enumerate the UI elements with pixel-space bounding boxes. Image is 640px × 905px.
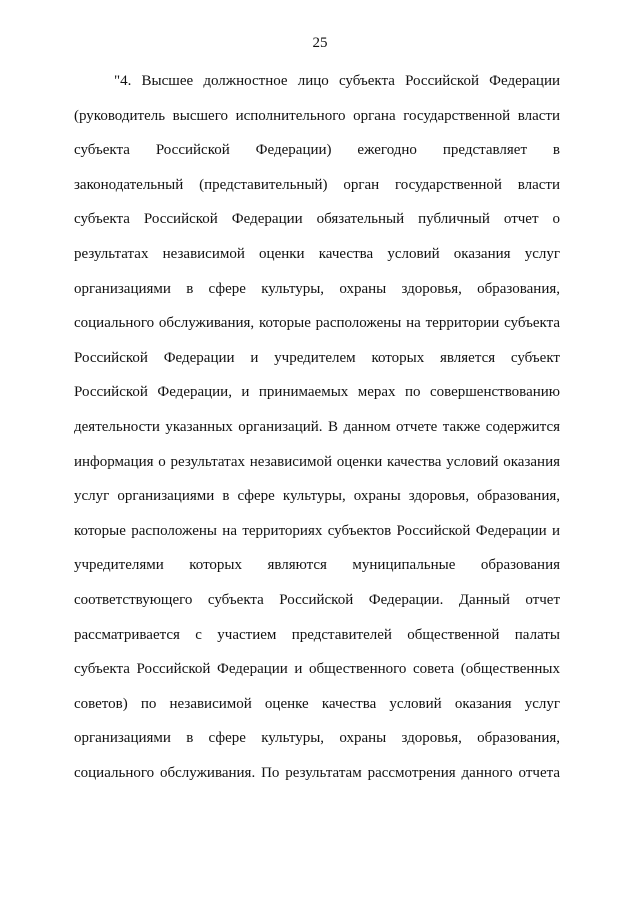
paragraph-line: организациями в сфере культуры, охраны здоровья, образования,: [74, 280, 560, 297]
paragraph-line: результатах независимой оценки качества условий оказания услуг: [74, 245, 560, 262]
paragraph-line: услуг организациями в сфере культуры, охраны здоровья, образования,: [74, 488, 560, 505]
paragraph-line: соответствующего субъекта Российской Федерации. Данный отчет: [74, 591, 560, 608]
paragraph-line: (руководитель высшего исполнительного органа государственной власти: [74, 107, 560, 124]
paragraph-line: "4. Высшее должностное лицо субъекта Российской Федерации: [114, 73, 560, 89]
paragraph-line: Российской Федерации, и принимаемых мерах по совершенствованию: [74, 384, 560, 401]
paragraph-line: социального обслуживания, которые расположены на территории субъекта: [74, 315, 560, 332]
paragraph-line: которые расположены на территориях субъектов Российской Федерации и: [74, 522, 560, 539]
paragraph-line: советов) по независимой оценке качества условий оказания услуг: [74, 695, 560, 712]
document-paragraph: [74, 64, 560, 790]
paragraph-line: субъекта Российской Федерации обязательный публичный отчет о: [74, 211, 560, 228]
paragraph-line: Российской Федерации и учредителем которых является субъект: [74, 349, 560, 366]
paragraph-line: рассматривается с участием представителей общественной палаты: [74, 626, 560, 643]
paragraph-line: организациями в сфере культуры, охраны здоровья, образования,: [74, 730, 560, 747]
paragraph-line: субъекта Российской Федерации и общественного совета (общественных: [74, 661, 560, 678]
paragraph-line: деятельности указанных организаций. В данном отчете также содержится: [74, 418, 560, 435]
paragraph-line: социального обслуживания. По результатам рассмотрения данного отчета: [74, 764, 560, 781]
page-number: 25: [312, 35, 328, 51]
paragraph-line: законодательный (представительный) орган государственной власти: [74, 176, 560, 193]
paragraph-line: субъекта Российской Федерации) ежегодно представляет в: [74, 142, 560, 159]
paragraph-line: учредителями которых являются муниципальные образования: [74, 557, 560, 574]
paragraph-line: информация о результатах независимой оценки качества условий оказания: [74, 453, 560, 470]
